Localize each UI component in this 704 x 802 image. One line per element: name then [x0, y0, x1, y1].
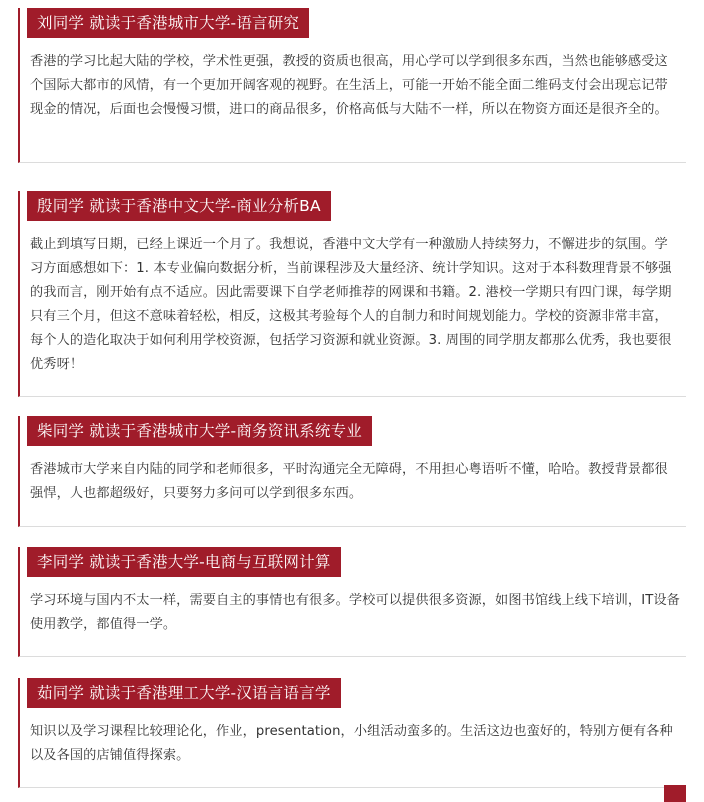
testimonial-body: 截止到填写日期，已经上课近一个月了。我想说，香港中文大学有一种激励人持续努力，不懈进步的氛围。学习方面感想如下：1. 本专业偏向数据分析，当前课程涉及大量经济、统计学知识。这对于本科数理背景不够强的我而言，刚开始有点不适应。因此需要课下自学老师推荐的网课和书籍。2. 港校一学期只有四门课，每学期只有三个月，但这不意味着轻松，相反，这极其考验每个人的自制力和时间规划能力。学校的资源非常丰富，每个人的造化取决于如何利用学校资源，包括学习资源和就业资源。3. 周围的同学朋友都那么优秀，我也要很优秀呀！	[30, 237, 672, 372]
testimonial-body: 知识以及学习课程比较理论化，作业，presentation，小组活动蛮多的。生活这边也蛮好的，特别方便有各种以及各国的店铺值得探索。	[30, 724, 673, 763]
testimonial-card	[18, 678, 686, 788]
testimonial-title: 刘同学 就读于香港城市大学-语言研究	[27, 8, 309, 38]
testimonial-card	[18, 191, 686, 397]
testimonial-body: 香港城市大学来自内陆的同学和老师很多，平时沟通完全无障碍，不用担心粤语听不懂，哈哈。教授背景都很强悍，人也都超级好，只要努力多问可以学到很多东西。	[30, 462, 668, 501]
testimonial-title: 李同学 就读于香港大学-电商与互联网计算	[27, 547, 341, 577]
testimonial-title: 茹同学 就读于香港理工大学-汉语言语言学	[27, 678, 341, 708]
testimonial-card	[18, 416, 686, 527]
testimonial-title: 柴同学 就读于香港城市大学-商务资讯系统专业	[27, 416, 372, 446]
corner-accent-mark	[664, 785, 686, 802]
testimonial-card	[18, 547, 686, 657]
testimonial-body: 香港的学习比起大陆的学校，学术性更强，教授的资质也很高，用心学可以学到很多东西，当然也能够感受这个国际大都市的风情，有一个更加开阔客观的视野。在生活上，可能一开始不能全面二维码支付会出现忘记带现金的情况，后面也会慢慢习惯，进口的商品很多，价格高低与大陆不一样，所以在物资方面还是很齐全的。	[30, 54, 668, 117]
testimonial-title: 殷同学 就读于香港中文大学-商业分析BA	[27, 191, 331, 221]
testimonial-body: 学习环境与国内不太一样，需要自主的事情也有很多。学校可以提供很多资源，如图书馆线上线下培训，IT设备使用教学，都值得一学。	[30, 593, 680, 632]
testimonial-card	[18, 8, 686, 163]
